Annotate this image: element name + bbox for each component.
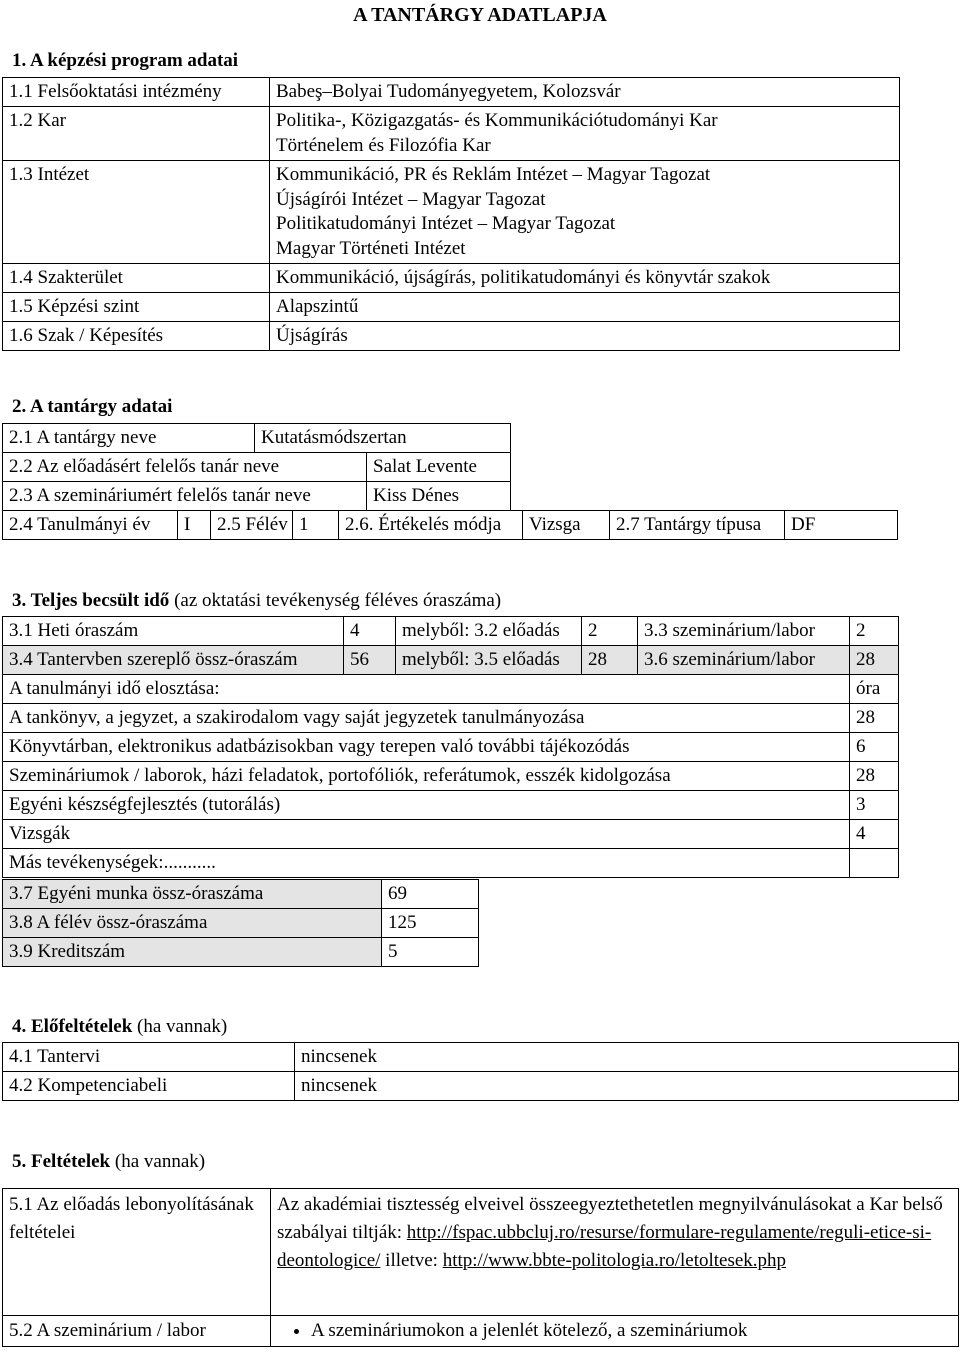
prerequisite-value: nincsenek <box>295 1072 959 1101</box>
section-3-heading-bold: 3. Teljes becsült idő <box>12 590 170 611</box>
row-label: 1.6 Szak / Képesítés <box>3 322 270 351</box>
seminar-conditions-value <box>271 1316 959 1347</box>
table-row <box>3 264 900 293</box>
table-row <box>3 293 900 322</box>
table-row <box>3 617 899 646</box>
course-name-label: 2.1 A tantárgy neve <box>3 424 255 453</box>
section-5-heading-bold: 5. Feltételek <box>12 1151 111 1172</box>
total-seminar-label: 3.6 szeminárium/labor <box>638 646 850 675</box>
value-line: Történelem és Filozófia Kar <box>276 134 491 156</box>
table-row <box>3 78 900 107</box>
activity-hours: 3 <box>850 791 899 820</box>
conditions-table <box>2 1188 959 1347</box>
table-row <box>3 880 479 909</box>
credits-label: 3.9 Kreditszám <box>3 938 382 967</box>
prerequisite-value: nincsenek <box>295 1043 959 1072</box>
activity-hours: 6 <box>850 733 899 762</box>
value-line: Magyar Történeti Intézet <box>276 237 466 259</box>
semester-total-label: 3.8 A félév össz-óraszáma <box>3 909 382 938</box>
section-3-heading-rest: (az oktatási tevékenység féléves óraszáma) <box>169 590 502 611</box>
activity-label: Egyéni készségfejlesztés (tutorálás) <box>3 791 850 820</box>
table-row <box>3 482 511 511</box>
rules-text: Az akadémiai tisztesség elveivel összeegyeztethetetlen megnyilvánulásokat a Kar belső szabályai tiltják: <box>277 1194 943 1243</box>
table-row <box>3 424 511 453</box>
activity-label: Szemináriumok / laborok, házi feladatok, portofóliók, referátumok, esszék kidolgozása <box>3 762 850 791</box>
section-3-heading <box>12 590 501 612</box>
row-value <box>270 107 900 161</box>
row-value: Alapszintű <box>270 293 900 322</box>
section-4-heading-bold: 4. Előfeltételek <box>12 1016 133 1037</box>
value-line: Újságírói Intézet – Magyar Tagozat <box>276 188 546 210</box>
year-value: I <box>178 511 211 540</box>
table-row <box>3 1316 959 1347</box>
seminar-conditions-list <box>277 1316 954 1346</box>
distribution-unit: óra <box>850 675 899 704</box>
row-value: Babeş–Bolyai Tudományegyetem, Kolozsvár <box>270 78 900 107</box>
table-row <box>3 107 900 161</box>
ethics-rules-link[interactable]: http://fspac.ubbcluj.ro/resurse/formulare-regulamente/reguli-etice-si-deontologice/ <box>277 1222 932 1271</box>
table-row <box>3 791 899 820</box>
weekly-hours-value: 4 <box>344 617 396 646</box>
table-row <box>3 322 900 351</box>
seminar-conditions-label: 5.2 A szeminárium / labor <box>3 1316 271 1347</box>
table-row <box>3 762 899 791</box>
row-label: 1.2 Kar <box>3 107 270 161</box>
evaluation-label: 2.6. Értékelés módja <box>339 511 523 540</box>
page-title: A TANTÁRGY ADATLAPJA <box>353 4 607 26</box>
row-value: Újságírás <box>270 322 900 351</box>
section-4-heading <box>12 1016 227 1038</box>
weekly-seminar-label: 3.3 szeminárium/labor <box>638 617 850 646</box>
credits-value: 5 <box>382 938 479 967</box>
downloads-link[interactable]: http://www.bbte-politologia.ro/letoltesek.php <box>442 1250 787 1271</box>
section-2-heading: 2. A tantárgy adatai <box>12 396 173 417</box>
list-item: • A szemináriumokon a jelenlét kötelező, a szemináriumok <box>311 1316 954 1346</box>
seminar-teacher-value: Kiss Dénes <box>367 482 511 511</box>
table-row <box>3 938 479 967</box>
row-label: 1.3 Intézet <box>3 161 270 264</box>
section-5-heading <box>12 1151 205 1173</box>
weekly-lecture-value: 2 <box>582 617 638 646</box>
table-row <box>3 646 899 675</box>
program-data-table <box>2 77 900 351</box>
activity-label: Vizsgák <box>3 820 850 849</box>
total-lecture-label: melyből: 3.5 előadás <box>396 646 582 675</box>
course-name-table <box>2 423 511 453</box>
table-row <box>3 820 899 849</box>
activity-label: Könyvtárban, elektronikus adatbázisokban vagy terepen való további tájékozódás <box>3 733 850 762</box>
distribution-label: A tanulmányi idő elosztása: <box>3 675 850 704</box>
value-line: Politikatudományi Intézet – Magyar Tagozat <box>276 213 616 234</box>
value-line: Politika-, Közigazgatás- és Kommunikációtudományi Kar <box>276 110 718 131</box>
weekly-hours-label: 3.1 Heti óraszám <box>3 617 344 646</box>
teachers-table <box>2 452 511 511</box>
activity-label: A tankönyv, a jegyzet, a szakirodalom vagy saját jegyzetek tanulmányozása <box>3 704 850 733</box>
activity-hours: 28 <box>850 762 899 791</box>
course-type-label: 2.7 Tantárgy típusa <box>610 511 785 540</box>
row-value <box>270 161 900 264</box>
weekly-lecture-label: melyből: 3.2 előadás <box>396 617 582 646</box>
course-meta-table <box>2 510 898 540</box>
activity-label: Más tevékenységek:........... <box>3 849 850 878</box>
semester-value: 1 <box>293 511 339 540</box>
totals-table <box>2 879 479 967</box>
value-line: Kommunikáció, PR és Reklám Intézet – Magyar Tagozat <box>276 164 711 185</box>
row-label: 1.5 Képzési szint <box>3 293 270 322</box>
semester-label: 2.5 Félév <box>211 511 293 540</box>
activity-hours: 28 <box>850 704 899 733</box>
table-row <box>3 733 899 762</box>
hours-table <box>2 616 899 675</box>
activity-hours <box>850 849 899 878</box>
rules-text-connector: illetve: <box>380 1250 443 1271</box>
total-seminar-value: 28 <box>850 646 899 675</box>
table-row <box>3 511 898 540</box>
table-row <box>3 849 899 878</box>
activity-hours: 4 <box>850 820 899 849</box>
total-hours-label: 3.4 Tantervben szereplő össz-óraszám <box>3 646 344 675</box>
table-row <box>3 161 900 264</box>
individual-work-label: 3.7 Egyéni munka össz-óraszáma <box>3 880 382 909</box>
row-label: 1.4 Szakterület <box>3 264 270 293</box>
table-row <box>3 453 511 482</box>
evaluation-value: Vizsga <box>523 511 610 540</box>
prerequisite-label: 4.1 Tantervi <box>3 1043 295 1072</box>
lecture-conditions-value <box>271 1189 959 1316</box>
table-row <box>3 675 899 704</box>
row-value: Kommunikáció, újságírás, politikatudományi és könyvtár szakok <box>270 264 900 293</box>
course-type-value: DF <box>785 511 898 540</box>
year-label: 2.4 Tanulmányi év <box>3 511 178 540</box>
prerequisites-table <box>2 1042 959 1101</box>
total-hours-value: 56 <box>344 646 396 675</box>
seminar-teacher-label: 2.3 A szemináriumért felelős tanár neve <box>3 482 367 511</box>
individual-work-value: 69 <box>382 880 479 909</box>
section-4-heading-rest: (ha vannak) <box>132 1016 228 1037</box>
row-label: 1.1 Felsőoktatási intézmény <box>3 78 270 107</box>
lecturer-value: Salat Levente <box>367 453 511 482</box>
table-row <box>3 1043 959 1072</box>
course-name-value: Kutatásmódszertan <box>255 424 511 453</box>
table-row <box>3 909 479 938</box>
weekly-seminar-value: 2 <box>850 617 899 646</box>
section-5-heading-rest: (ha vannak) <box>110 1151 206 1172</box>
semester-total-value: 125 <box>382 909 479 938</box>
table-row <box>3 1072 959 1101</box>
table-row <box>3 1189 959 1316</box>
time-distribution-table <box>2 674 899 878</box>
prerequisite-label: 4.2 Kompetenciabeli <box>3 1072 295 1101</box>
lecture-conditions-label: 5.1 Az előadás lebonyolításának feltételei <box>3 1189 271 1316</box>
section-1-heading: 1. A képzési program adatai <box>12 50 239 71</box>
total-lecture-value: 28 <box>582 646 638 675</box>
lecturer-label: 2.2 Az előadásért felelős tanár neve <box>3 453 367 482</box>
table-row <box>3 704 899 733</box>
